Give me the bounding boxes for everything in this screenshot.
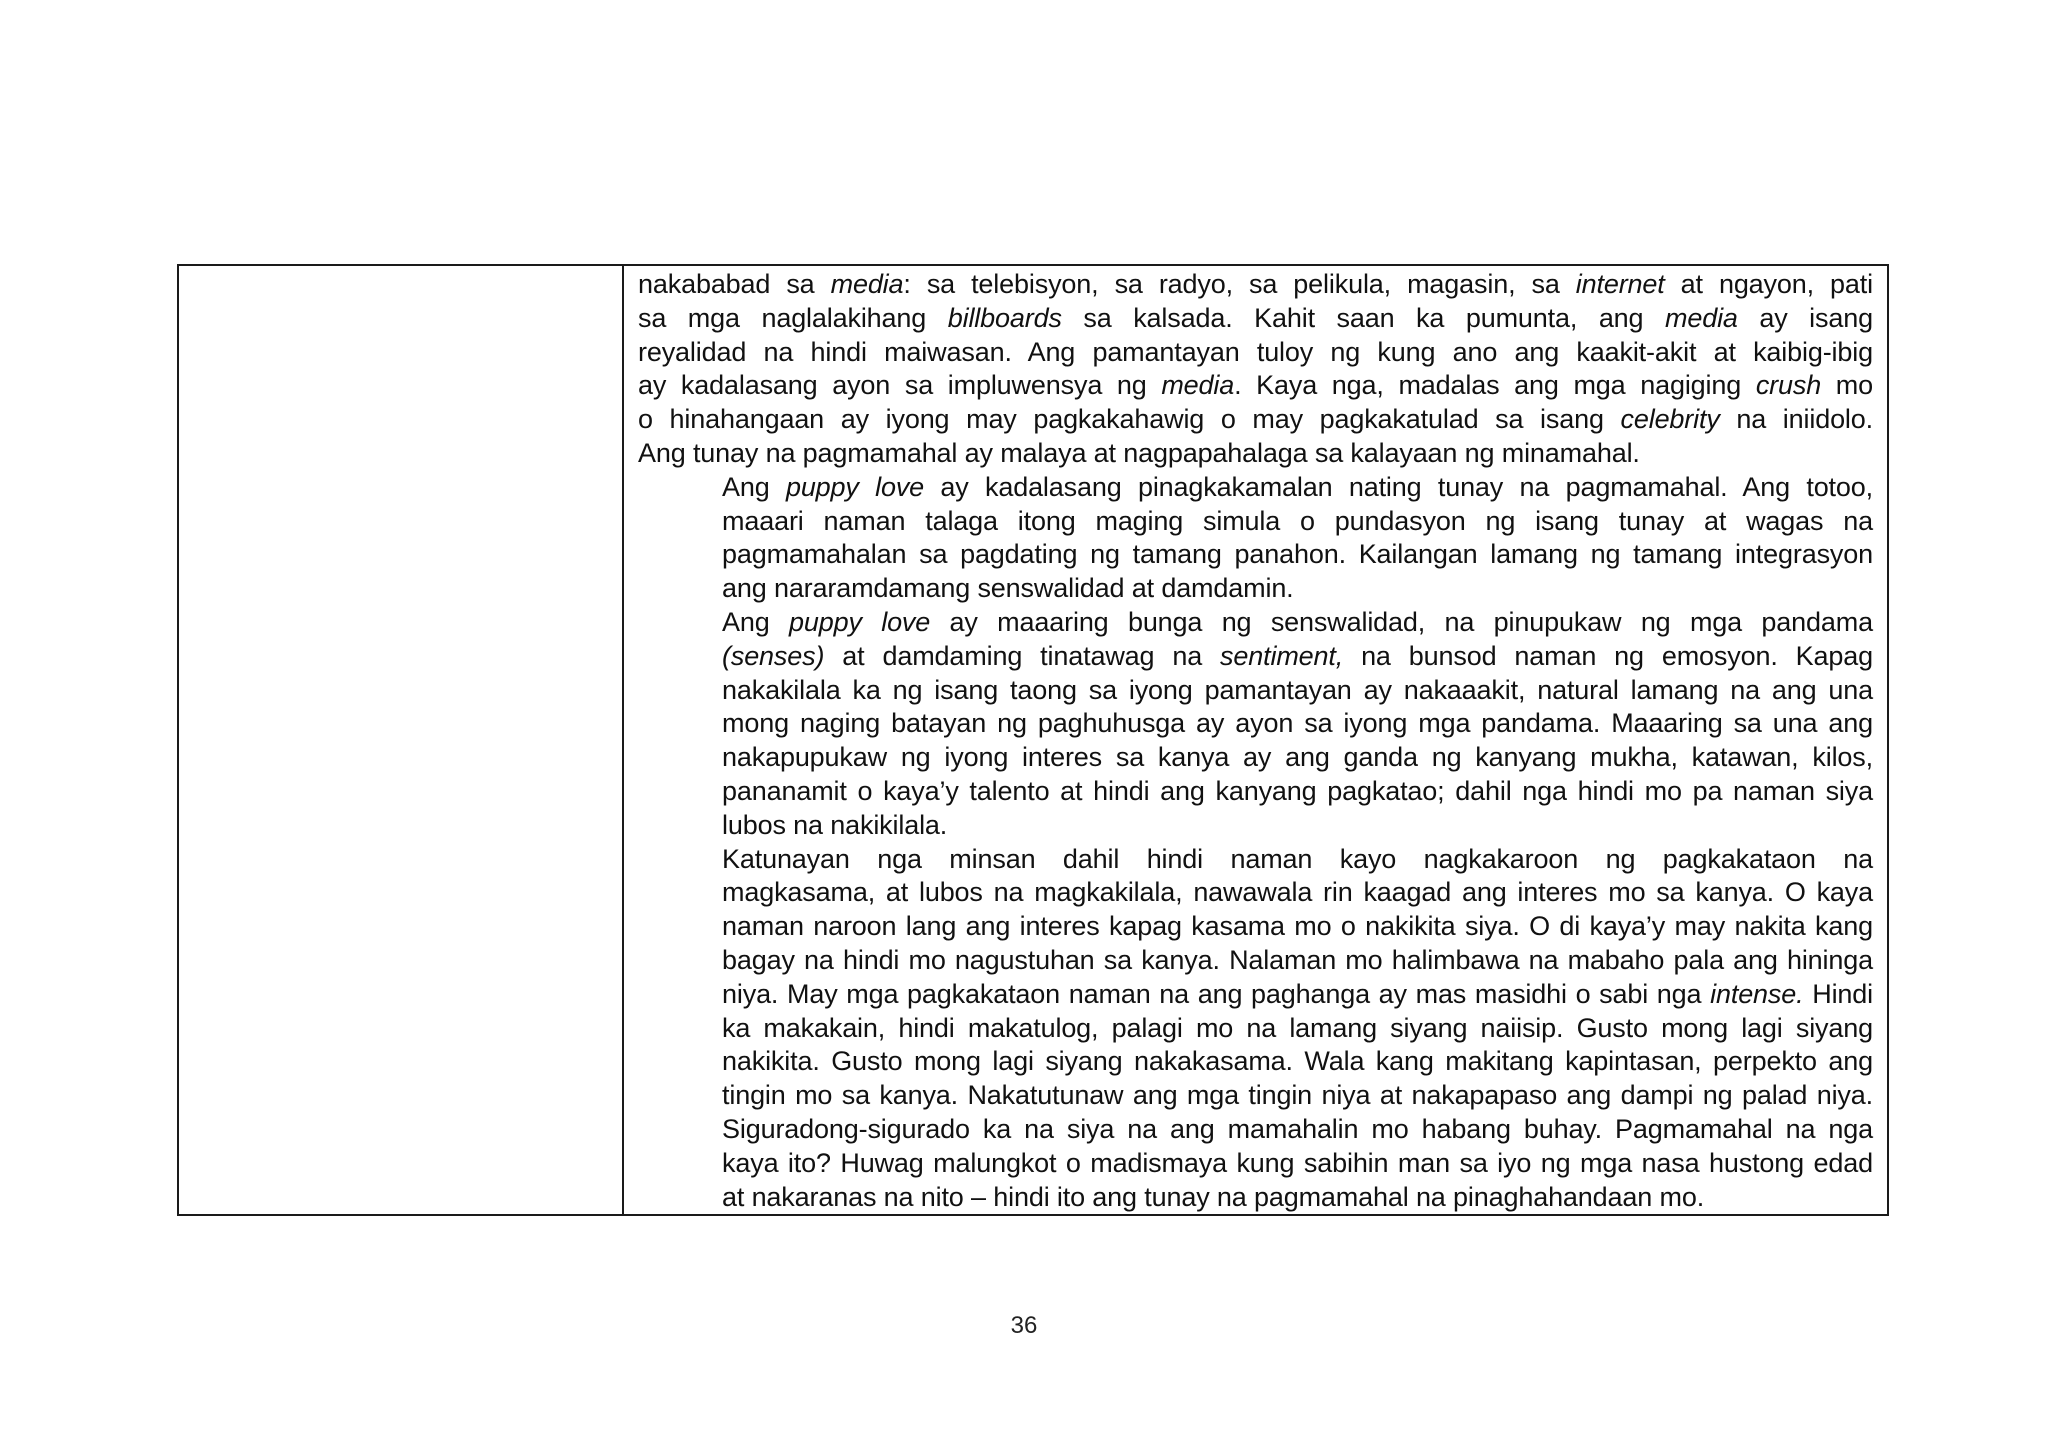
text-line bbox=[638, 741, 1873, 775]
italic-term: media bbox=[1665, 302, 1738, 333]
text-run: mong naging batayan ng paghuhusga ay ayon sa iyong mga pandama. Maaaring sa una ang bbox=[722, 708, 1873, 739]
text-line bbox=[638, 1181, 1873, 1214]
text-line bbox=[638, 707, 1873, 741]
text-line bbox=[638, 336, 1873, 370]
paragraph bbox=[638, 471, 1873, 606]
text-line bbox=[638, 268, 1873, 302]
text-run: nakababad sa bbox=[638, 269, 831, 299]
text-run: nakapupukaw ng iyong interes sa kanya ay ang ganda ng kanyang mukha, katawan, kilos, bbox=[722, 742, 1873, 773]
italic-term: billboards bbox=[947, 302, 1062, 333]
text-run: Ang bbox=[722, 606, 789, 637]
italic-term: crush bbox=[1755, 370, 1822, 401]
text-run: Katunayan nga minsan dahil hindi naman kayo nagkakaroon ng pagkakataon na bbox=[722, 843, 1873, 874]
paragraph bbox=[638, 843, 1873, 1214]
text-run: nakakilala ka ng isang taong sa iyong pamantayan ay nakaaakit, natural lamang na ang una bbox=[722, 674, 1873, 705]
text-run: ka makakain, hindi makatulog, palagi mo na lamang siyang naiisip. Gusto mong lagi siyang bbox=[722, 1012, 1873, 1043]
text-run: na iniidolo. bbox=[1719, 404, 1873, 435]
text-run: niya. May mga pagkakataon naman na ang paghanga ay mas masidhi o sabi nga bbox=[722, 978, 1711, 1009]
text-line bbox=[638, 606, 1873, 640]
text-line bbox=[638, 437, 1873, 471]
text-run: Ang tunay na pagmamahal ay malaya at nagpapahalaga sa kalayaan ng minamahal. bbox=[638, 437, 1640, 468]
text-line bbox=[638, 775, 1873, 809]
italic-term: (senses) bbox=[722, 640, 825, 671]
text-line bbox=[638, 640, 1873, 674]
text-run: naman naroon lang ang interes kapag kasama mo o nakikita siya. O di kaya’y may nakita kang bbox=[722, 911, 1873, 942]
table-left-cell bbox=[179, 266, 624, 1214]
text-line bbox=[638, 1113, 1873, 1147]
text-line bbox=[638, 302, 1873, 336]
text-run: ang nararamdamang senswalidad at damdamin. bbox=[722, 573, 1294, 604]
text-line bbox=[638, 843, 1873, 877]
text-run: ay isang bbox=[1737, 302, 1873, 333]
text-run: . Kaya nga, madalas ang mga nagiging bbox=[1234, 370, 1756, 401]
text-run: Hindi bbox=[1803, 978, 1873, 1009]
text-run: maaari naman talaga itong maging simula o pundasyon ng isang tunay at wagas na bbox=[722, 505, 1873, 536]
text-line bbox=[638, 1012, 1873, 1046]
text-run: na bunsod naman ng emosyon. Kapag bbox=[1343, 640, 1873, 671]
text-run: o hinahangaan ay iyong may pagkakahawig o may pagkakatulad sa isang bbox=[638, 404, 1621, 435]
text-run: reyalidad na hindi maiwasan. Ang pamantayan tuloy ng kung ano ang kaakit-akit at kaibig-ibig bbox=[638, 336, 1873, 367]
italic-term: puppy love bbox=[789, 606, 931, 637]
text-line bbox=[638, 910, 1873, 944]
text-run: nakikita. Gusto mong lagi siyang nakakasama. Wala kang makitang kapintasan, perpekto ang bbox=[722, 1046, 1873, 1077]
italic-term: intense. bbox=[1710, 978, 1804, 1009]
text-line bbox=[638, 1079, 1873, 1113]
text-line bbox=[638, 403, 1873, 437]
italic-term: media bbox=[830, 269, 904, 299]
text-line bbox=[638, 471, 1873, 505]
text-line bbox=[638, 674, 1873, 708]
paragraph bbox=[638, 606, 1873, 843]
text-line bbox=[638, 505, 1873, 539]
text-run: pananamit o kaya’y talento at hindi ang kanyang pagkatao; dahil nga hindi mo pa naman siya bbox=[722, 775, 1873, 806]
text-run: lubos na nakikilala. bbox=[722, 809, 948, 840]
text-line bbox=[638, 978, 1873, 1012]
text-run: ay kadalasang pinagkakamalan nating tunay na pagmamahal. Ang totoo, bbox=[924, 471, 1873, 502]
italic-term: media bbox=[1161, 370, 1235, 401]
text-run: tingin mo sa kanya. Nakatutunaw ang mga tingin niya at nakapapaso ang dampi ng palad niya. bbox=[722, 1080, 1873, 1111]
italic-term: sentiment, bbox=[1220, 640, 1344, 671]
text-run: sa mga naglalakihang bbox=[638, 302, 948, 333]
content-table bbox=[177, 264, 1889, 1216]
text-run: sa kalsada. Kahit saan ka pumunta, ang bbox=[1061, 302, 1665, 333]
text-run: ay maaaring bunga ng senswalidad, na pinupukaw ng mga pandama bbox=[930, 606, 1873, 637]
text-line bbox=[638, 1147, 1873, 1181]
italic-term: celebrity bbox=[1620, 404, 1720, 435]
text-run: bagay na hindi mo nagustuhan sa kanya. Nalaman mo halimbawa na mabaho pala ang hininga bbox=[722, 944, 1873, 975]
text-line bbox=[638, 538, 1873, 572]
text-run: at damdaming tinatawag na bbox=[824, 640, 1221, 671]
text-line bbox=[638, 1045, 1873, 1079]
text-line bbox=[638, 876, 1873, 910]
text-run: at nakaranas na nito – hindi ito ang tunay na pagmamahal na pinaghahandaan mo. bbox=[722, 1181, 1705, 1212]
text-line bbox=[638, 944, 1873, 978]
text-line bbox=[638, 572, 1873, 606]
text-run: mo bbox=[1821, 370, 1873, 401]
text-run: pagmamahalan sa pagdating ng tamang panahon. Kailangan lamang ng tamang integrasyon bbox=[722, 539, 1873, 570]
text-run: at ngayon, pati bbox=[1664, 269, 1873, 299]
text-run: kaya ito? Huwag malungkot o madismaya kung sabihin man sa iyo ng mga nasa hustong edad bbox=[722, 1147, 1873, 1178]
italic-term: internet bbox=[1575, 269, 1665, 299]
text-run: Siguradong-sigurado ka na siya na ang mamahalin mo habang buhay. Pagmamahal na nga bbox=[722, 1113, 1873, 1144]
text-line bbox=[638, 809, 1873, 843]
text-run: Ang bbox=[722, 471, 786, 502]
text-run: ay kadalasang ayon sa impluwensya ng bbox=[638, 370, 1162, 401]
paragraph bbox=[638, 268, 1873, 471]
text-run: : sa telebisyon, sa radyo, sa pelikula, magasin, sa bbox=[903, 269, 1576, 299]
table-text-cell bbox=[624, 266, 1887, 1214]
page-number: 36 bbox=[1010, 1312, 1038, 1339]
text-line bbox=[638, 369, 1873, 403]
italic-term: puppy love bbox=[785, 471, 925, 502]
text-run: magkasama, at lubos na magkakilala, nawawala rin kaagad ang interes mo sa kanya. O kaya bbox=[722, 877, 1873, 908]
